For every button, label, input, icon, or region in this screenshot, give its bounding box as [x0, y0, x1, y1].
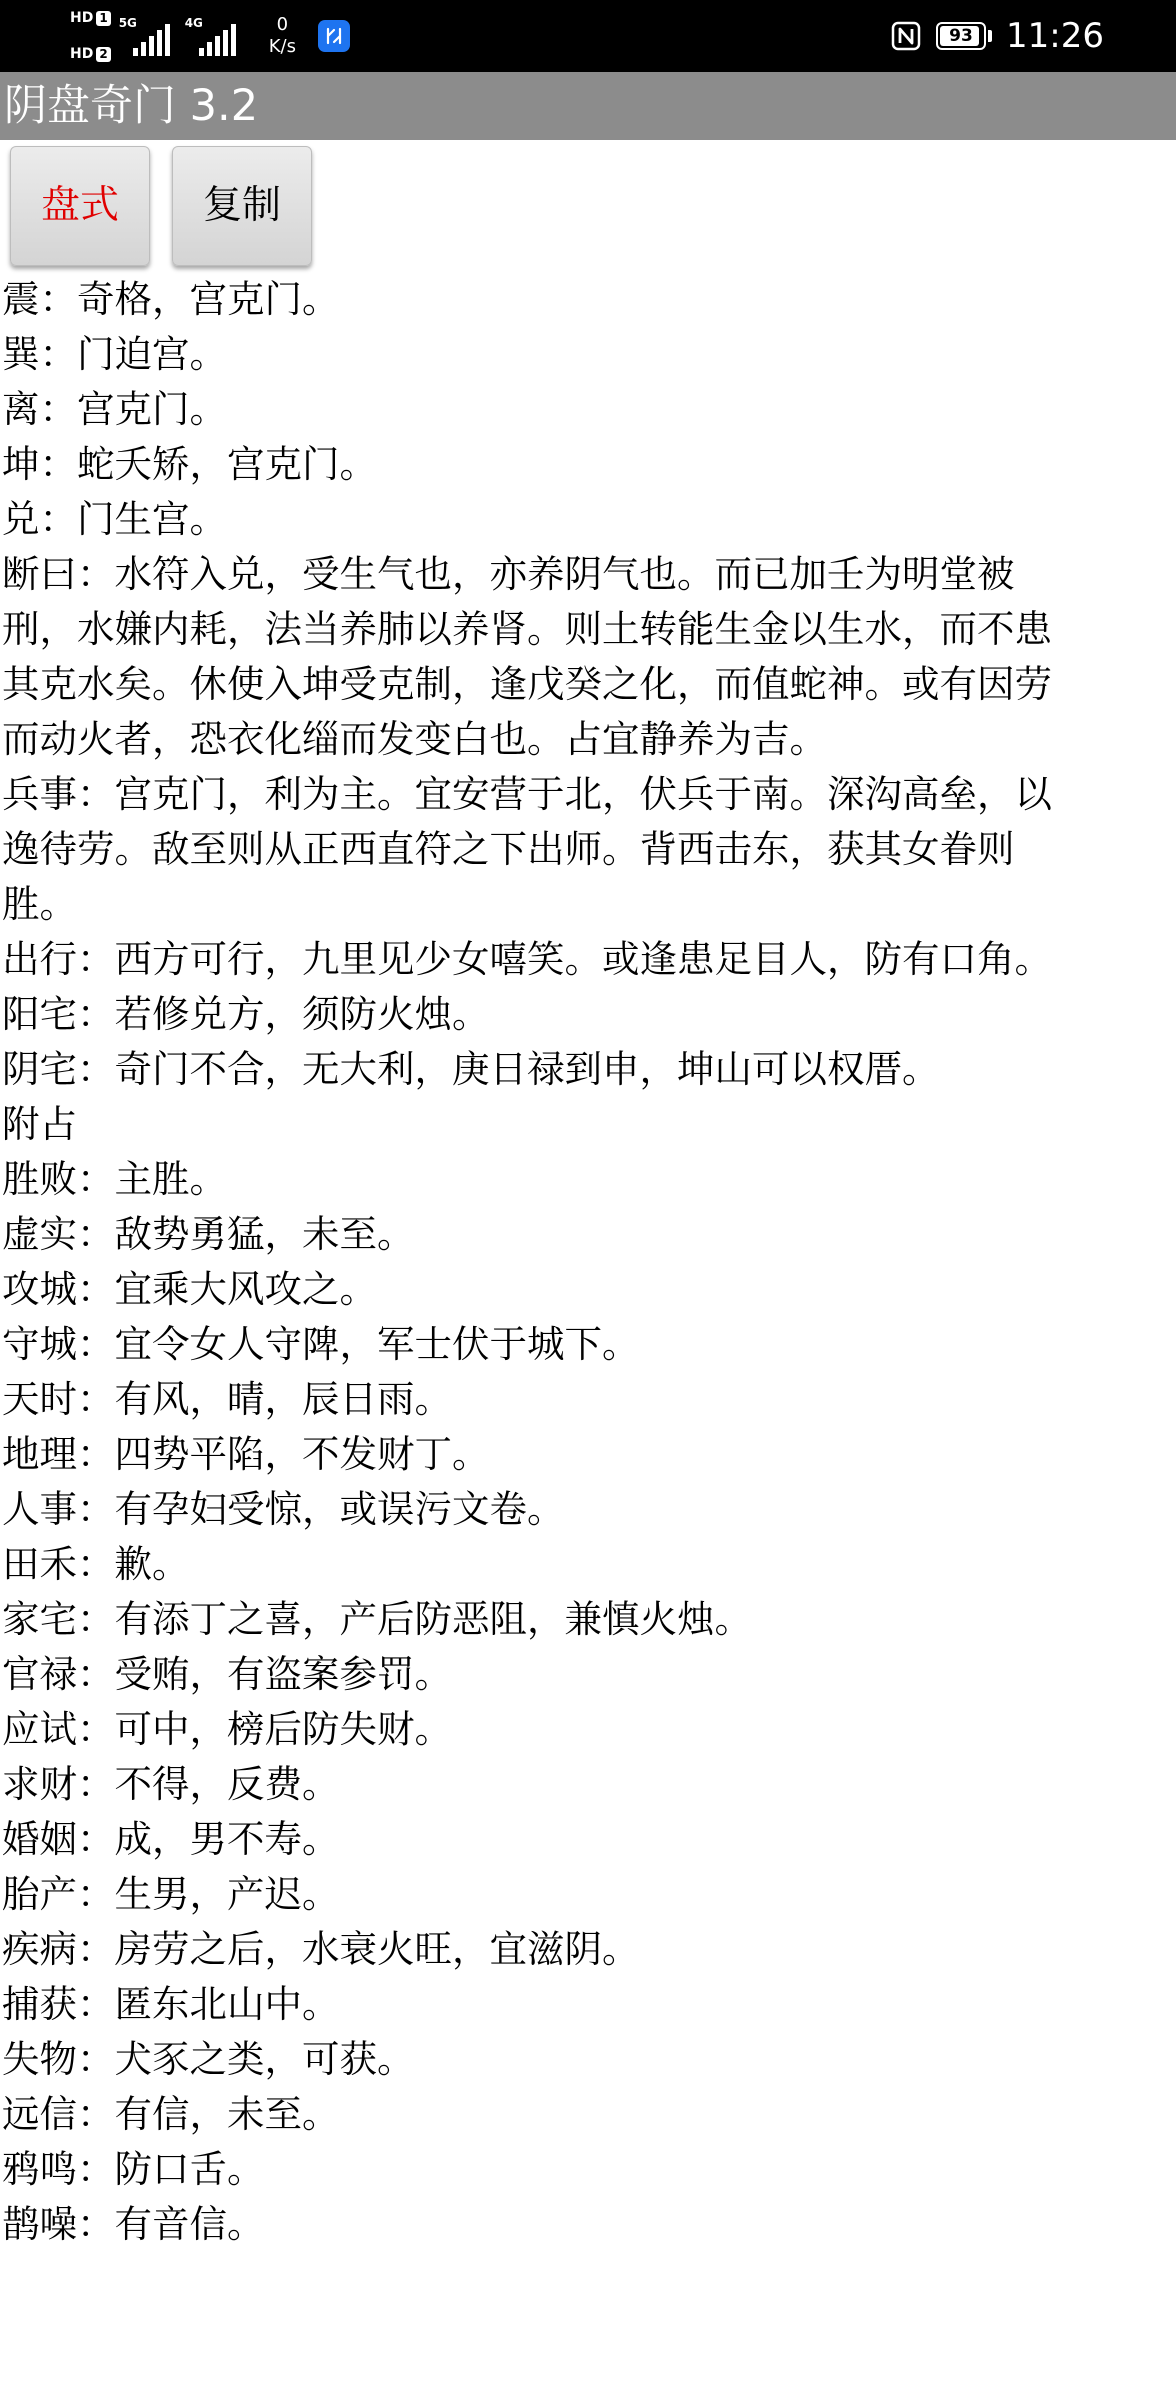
signal-bar: [207, 42, 212, 56]
status-bar-right: [890, 0, 1104, 72]
text-line: 兵事：宫克门，利为主。宜安营于北，伏兵于南。深沟高垒，以: [2, 772, 1052, 816]
clock: 11:26: [1006, 16, 1104, 56]
copy-button[interactable]: 复制: [172, 146, 312, 266]
text-line: 地理：四势平陷，不发财丁。: [2, 1432, 490, 1476]
hd1-number: 1: [96, 11, 110, 26]
app-notification-glyph: [323, 25, 345, 47]
text-line: 田禾：歉。: [2, 1542, 190, 1586]
nfc-icon: [890, 20, 922, 52]
text-line: 攻城：宜乘大风攻之。: [2, 1267, 377, 1311]
text-line: 胜。: [2, 882, 77, 926]
text-line: 巽：门迫宫。: [2, 332, 227, 376]
hd2-number: 2: [96, 47, 110, 62]
text-line: 求财：不得，反费。: [2, 1762, 340, 1806]
text-line: 婚姻：成，男不寿。: [2, 1817, 340, 1861]
hd-indicators: [70, 10, 111, 62]
text-line: 天时：有风，晴，辰日雨。: [2, 1377, 452, 1421]
hd-icon: [70, 46, 111, 62]
signal-bar: [231, 24, 236, 56]
battery-percent: 93: [949, 26, 973, 46]
battery-body: [936, 22, 986, 50]
text-line: 远信：有信，未至。: [2, 2092, 340, 2136]
text-line: 胎产：生男，产迟。: [2, 1872, 340, 1916]
signal-bars: [133, 24, 173, 56]
text-line: 应试：可中，榜后防失财。: [2, 1707, 452, 1751]
text-line: 而动火者，恐衣化缁而发变白也。占宜静养为吉。: [2, 717, 827, 761]
signal-icon: [119, 16, 173, 56]
text-line: 鸦鸣：防口舌。: [2, 2147, 265, 2191]
sim1-network-type: 5G: [118, 16, 137, 30]
network-speed: [269, 14, 296, 58]
signal-bar: [157, 30, 162, 56]
net-speed-value: 0: [276, 14, 289, 35]
text-line: 鹊噪：有音信。: [2, 2202, 265, 2246]
battery-icon: [936, 22, 992, 50]
text-line: 断曰：水符入兑，受生气也，亦养阴气也。而已加壬为明堂被: [2, 552, 1015, 596]
text-line: 坤：蛇夭矫，宫克门。: [2, 442, 377, 486]
status-bar-left: [70, 8, 350, 64]
signal-bar: [149, 36, 154, 56]
text-line: 家宅：有添丁之喜，产后防恶阻，兼慎火烛。: [2, 1597, 752, 1641]
text-line: 胜败：主胜。: [2, 1157, 227, 1201]
signal-bars: [199, 24, 239, 56]
battery-nub: [988, 30, 992, 42]
text-line: 人事：有孕妇受惊，或误污文卷。: [2, 1487, 565, 1531]
app-title: 阴盘奇门 3.2: [4, 81, 259, 131]
app-notification-icon: [318, 20, 350, 52]
toolbar: [0, 140, 1176, 272]
title-bar: [0, 72, 1176, 140]
signal-bar: [199, 48, 204, 56]
signal-bar: [215, 36, 220, 56]
hd1-label: HD: [70, 10, 94, 26]
text-line: 兑：门生宫。: [2, 497, 227, 541]
signal-bar: [133, 48, 138, 56]
text-line: 疾病：房劳之后，水衰火旺，宜滋阴。: [2, 1927, 640, 1971]
text-line: 刑，水嫌内耗，法当养肺以养肾。则土转能生金以生水，而不患: [2, 607, 1052, 651]
text-line: 失物：犬豕之类，可获。: [2, 2037, 415, 2081]
status-bar: [0, 0, 1176, 72]
net-speed-unit: K/s: [268, 36, 296, 57]
text-line: 逸待劳。敌至则从正西直符之下出师。背西击东，获其女眷则: [2, 827, 1015, 871]
text-line: 阳宅：若修兑方，须防火烛。: [2, 992, 490, 1036]
text-line: 离：宫克门。: [2, 387, 227, 431]
text-line: 附占: [2, 1102, 77, 1146]
text-line: 官禄：受贿，有盗案参罚。: [2, 1652, 452, 1696]
text-line: 震：奇格，宫克门。: [2, 277, 340, 321]
signal-bar: [141, 42, 146, 56]
hd2-label: HD: [70, 46, 94, 62]
signal-bar: [223, 30, 228, 56]
signal-bar: [165, 24, 170, 56]
text-line: 守城：宜令女人守陴，军士伏于城下。: [2, 1322, 640, 1366]
sim2-network-type: 4G: [184, 16, 203, 30]
text-line: 阴宅：奇门不合，无大利，庚日禄到申，坤山可以权厝。: [2, 1047, 940, 1091]
reading-text: [2, 272, 1172, 2252]
text-line: 出行：西方可行，九里见少女嘻笑。或逢患足目人，防有口角。: [2, 937, 1052, 981]
hd-icon: [70, 10, 111, 26]
text-line: 捕获：匿东北山中。: [2, 1982, 340, 2026]
text-line: 虚实：敌势勇猛，未至。: [2, 1212, 415, 1256]
pan-layout-button[interactable]: 盘式: [10, 146, 150, 266]
signal-icon: [185, 16, 239, 56]
text-line: 其克水矣。休使入坤受克制，逢戊癸之化，而值蛇神。或有因劳: [2, 662, 1052, 706]
